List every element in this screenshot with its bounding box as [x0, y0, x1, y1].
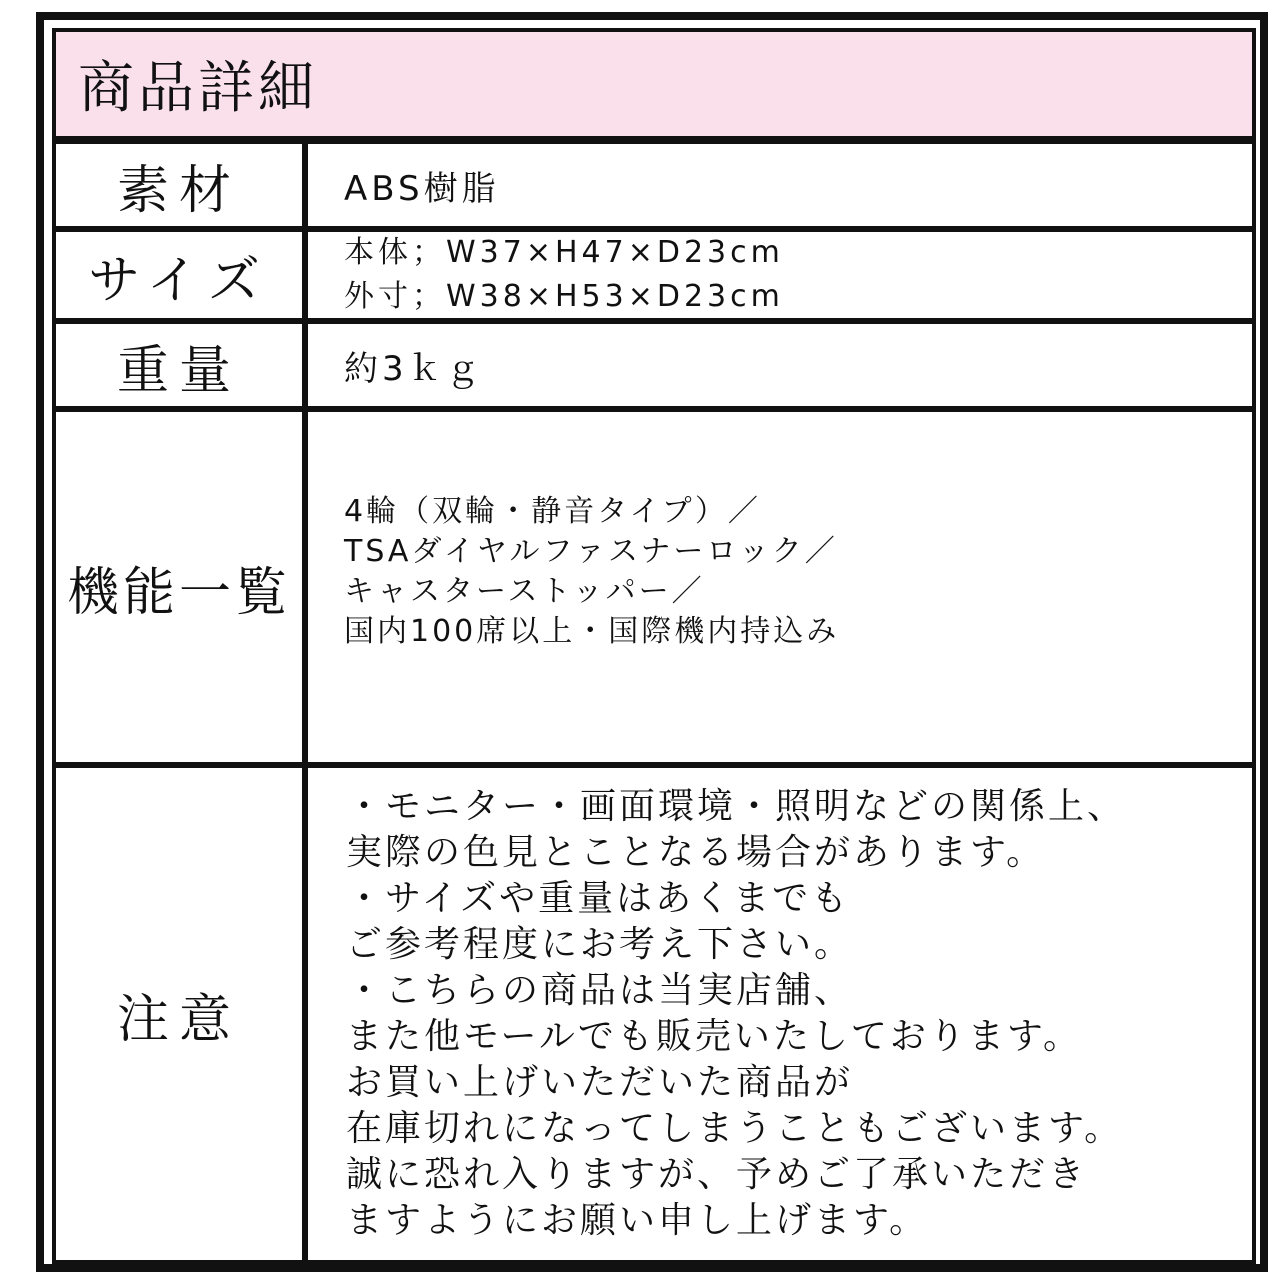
notes-line: ・サイズや重量はあくまでも — [346, 878, 851, 919]
notes-line: 在庫切れになってしまうこともございます。 — [346, 1108, 1124, 1149]
size-label: サイズ — [56, 232, 308, 318]
weight-value — [308, 324, 1252, 406]
row-size — [52, 226, 1256, 322]
row-material — [52, 138, 1256, 230]
product-details-table — [36, 12, 1268, 1272]
notes-line: また他モールでも販売いたしております。 — [346, 1016, 1082, 1057]
table-title: 商品詳細 — [52, 28, 1256, 140]
notes-line: ご参考程度にお考え下さい。 — [346, 924, 854, 965]
size-value — [308, 232, 1252, 318]
notes-line: ますようにお願い申し上げます。 — [346, 1200, 929, 1241]
features-label: 機能一覧 — [56, 412, 308, 762]
weight-value-text: 約3ｋｇ — [344, 348, 484, 389]
row-features — [52, 406, 1256, 766]
material-value-text: ABS樹脂 — [344, 168, 500, 209]
notes-label: 注意 — [56, 768, 308, 1260]
size-line: 本体；W37×H47×D23cm — [344, 235, 784, 270]
features-line: TSAダイヤルファスナーロック／ — [344, 534, 838, 569]
notes-line: 実際の色見とことなる場合があります。 — [346, 832, 1046, 873]
notes-value — [308, 768, 1252, 1260]
features-line: 4輪（双輪・静音タイプ）／ — [344, 494, 761, 529]
features-line: 国内100席以上・国際機内持込み — [344, 614, 840, 649]
size-line: 外寸；W38×H53×D23cm — [344, 279, 784, 314]
weight-label: 重量 — [56, 324, 308, 406]
features-value — [308, 412, 1252, 762]
material-value — [308, 144, 1252, 226]
notes-line: お買い上げいただいた商品が — [346, 1062, 854, 1103]
material-label: 素材 — [56, 144, 308, 226]
features-line: キャスターストッパー／ — [344, 574, 705, 609]
notes-line: ・モニター・画面環境・照明などの関係上、 — [346, 786, 1127, 827]
row-notes — [52, 762, 1256, 1264]
notes-line: 誠に恐れ入りますが、予めご了承いただき — [346, 1154, 1088, 1195]
notes-line: ・こちらの商品は当実店舗、 — [346, 970, 854, 1011]
row-weight — [52, 318, 1256, 410]
